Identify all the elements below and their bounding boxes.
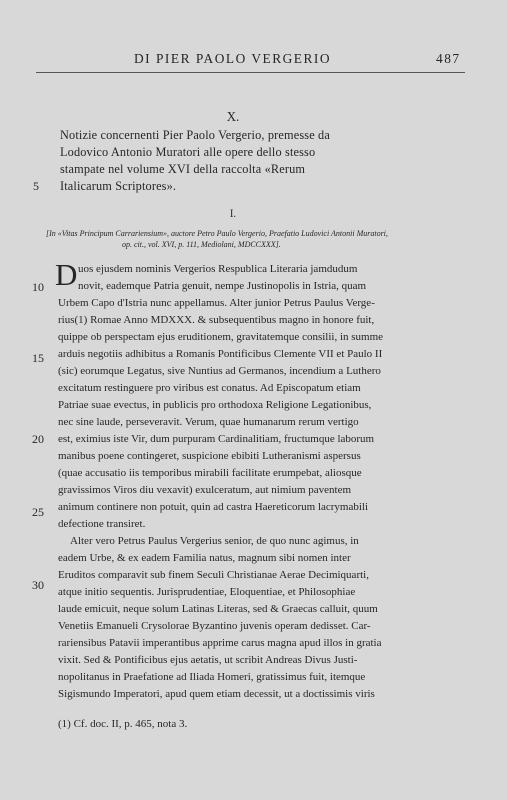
subsection-number: I. xyxy=(229,208,237,220)
body-line: novit, eademque Patria genuit, nempe Justinopolis in Istria, quam xyxy=(78,280,367,292)
line-number: 10 xyxy=(32,280,44,294)
body-line: gravissimos Viros diu vexavit) exulceratum, aut nimium paventem xyxy=(58,484,352,496)
source-note-line: [In «Vitas Principum Carrariensium», auctore Petro Paulo Vergerio, Praefatio Ludovici Antonii Muratori, xyxy=(46,229,388,238)
body-line: atque initio sequentis. Jurisprudentiae, Eloquentiae, et Philosophiae xyxy=(58,586,356,598)
body-line: rius(1) Romae Anno MDXXX. & subsequentibus magno in honore fuit, xyxy=(58,314,375,326)
line-number: 30 xyxy=(32,578,44,592)
body-line: Urbem Capo d'Istria nunc appellamus. Alter junior Petrus Paulus Verge- xyxy=(58,297,375,309)
body-line: excitatum restinguere pro viribus est conatus. Ad Episcopatum etiam xyxy=(58,382,361,394)
running-title: DI PIER PAOLO VERGERIO xyxy=(134,51,332,66)
body-line: eadem Urbe, & ex eadem Familia natus, magnum sibi nomen inter xyxy=(58,552,351,564)
intro-line: Lodovico Antonio Muratori alle opere dello stesso xyxy=(60,145,316,159)
body-line: manibus poene contingeret, suspicione ebibiti Lutheranismi aspersus xyxy=(58,450,361,462)
body-line: (quae accusatio iis temporibus mirabili facilitate erumpebat, aliosque xyxy=(58,467,362,479)
line-number: 15 xyxy=(32,351,44,365)
footnote: (1) Cf. doc. II, p. 465, nota 3. xyxy=(58,718,188,730)
drop-cap: D xyxy=(55,257,78,292)
body-line: Patriae suae evectus, in publicis pro orthodoxa Religione Legationibus, xyxy=(58,399,372,411)
body-line: Sigismundo Imperatori, apud quem etiam decessit, ut a doctissimis viris xyxy=(58,688,375,700)
body-line: quippe ob perspectam ejus eruditionem, gravitatemque consilii, in summe xyxy=(58,331,384,343)
body-line: est, eximius iste Vir, dum purpuram Cardinalitiam, fructumque laborum xyxy=(58,433,375,445)
source-note-line: op. cit., vol. XVI, p. 111, Mediolani, MDCCXXX]. xyxy=(122,240,281,249)
body-line: arduis negotiis adhibitus a Romanis Pontificibus Clemente VII et Paulo II xyxy=(58,348,383,360)
body-line: rariensibus Patavii imperantibus apprime carus magna apud illos in gratia xyxy=(58,637,382,649)
body-line: defectione transiret. xyxy=(58,518,146,530)
body-line: Venetiis Emanueli Crysolorae Byzantino juvenis operam dedisset. Car- xyxy=(58,620,371,632)
body-line: animum continere non potuit, quin ad castra Haereticorum lacrymabili xyxy=(58,501,369,513)
body-line: (sic) eorumque Legatus, sive Nuntius ad Germanos, incendium a Luthero xyxy=(58,365,381,377)
intro-line: Notizie concernenti Pier Paolo Vergerio, premesse da xyxy=(60,128,330,142)
body-line: uos ejusdem nominis Vergerios Respublica Literaria jamdudum xyxy=(78,263,358,275)
page-number: 487 xyxy=(436,51,461,66)
body-line: vixit. Sed & Pontificibus ejus aetatis, ut scribit Andreas Divus Justi- xyxy=(58,654,358,666)
body-line: nopolitanus in Praefatione ad Iliada Homeri, gratissimus fuit, itemque xyxy=(58,671,366,683)
body-line: Alter vero Petrus Paulus Vergerius senior, de quo nunc agimus, in xyxy=(70,535,359,547)
intro-line: Italicarum Scriptores». xyxy=(60,179,177,193)
header-rule xyxy=(36,72,465,73)
body-line: laude emicuit, neque solum Latinas Literas, sed & Graecas calluit, quum xyxy=(58,603,378,615)
section-number: X. xyxy=(226,110,240,125)
line-number: 20 xyxy=(32,432,44,446)
line-number: 25 xyxy=(32,505,44,519)
body-line: nec sine laude, perseveravit. Verum, quae humanarum rerum vertigo xyxy=(58,416,359,428)
body-line: Eruditos comparavit sub finem Seculi Christianae Aerae Decimiquarti, xyxy=(58,569,369,581)
intro-line: stampate nel volume XVI della raccolta «Rerum xyxy=(60,162,306,176)
line-number: 5 xyxy=(33,179,39,193)
